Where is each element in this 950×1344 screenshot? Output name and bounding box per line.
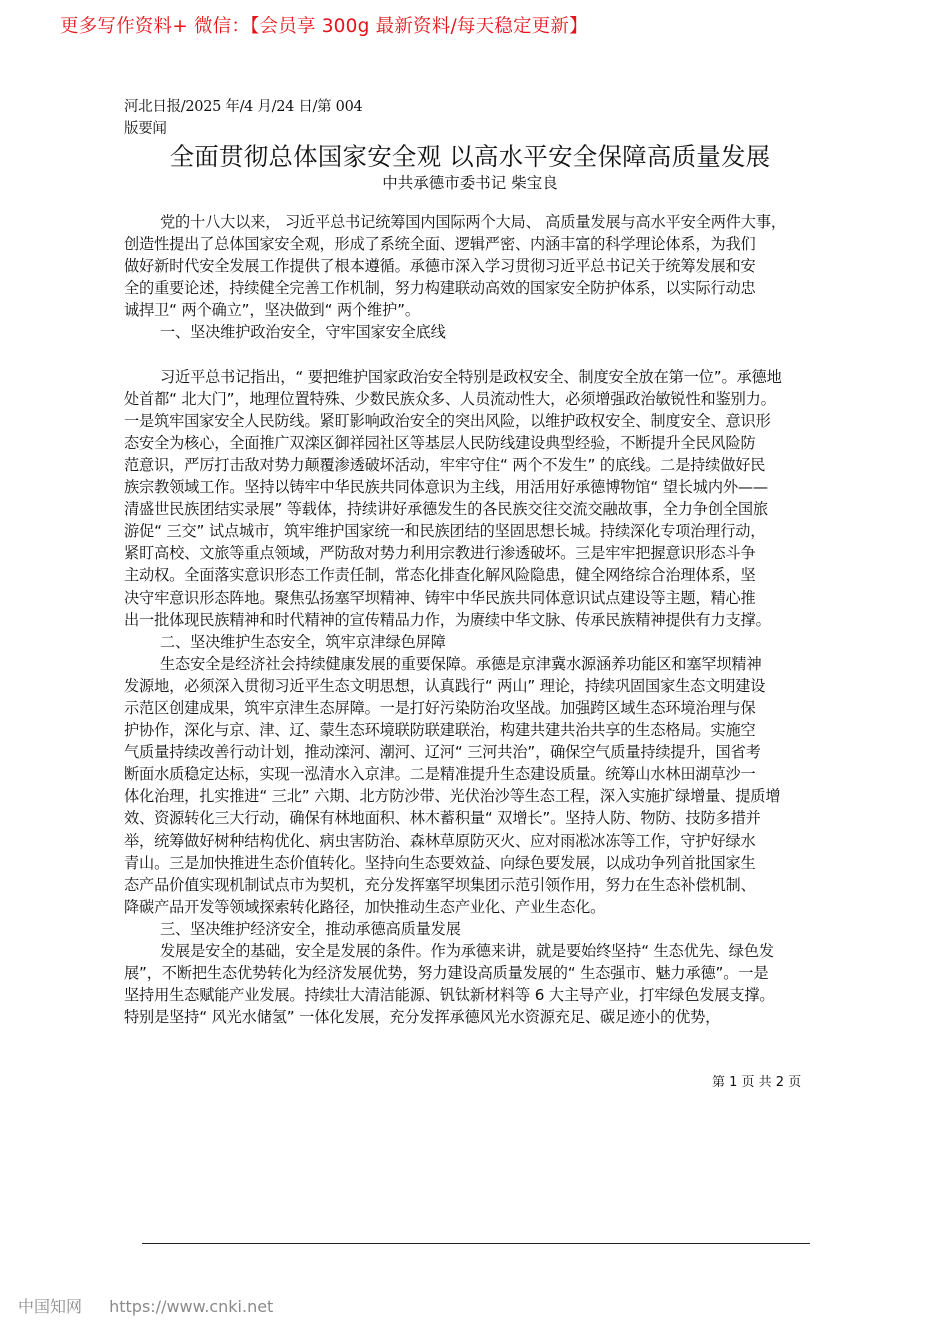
text-line: 效、资源转化三大行动，确保有林地面积、林木蓄积量“ 双增长”。坚持人防、物防、技防多措并 [124,809,761,828]
text-line: 降碳产品开发等领域探索转化路径，加快推动生态产业化、产业生态化。 [124,897,606,916]
text-line: 主动权。全面落实意识形态工作责任制，常态化排查化解风险隐患，健全网络综合治理体系，坚 [124,566,756,585]
source-section: 版要闻 [124,121,167,137]
promo-banner: 更多写作资料+ 微信：【会员享 300g 最新资料/每天稳定更新】 [60,16,588,37]
cnki-url[interactable]: https://www.cnki.net [109,1297,274,1316]
section-heading: 三、坚决维护经济安全，推动承德高质量发展 [160,919,461,938]
text-line: 体化治理，扎实推进“ 三北” 六期、北方防沙带、光伏治沙等生态工程，深入实施扩绿增量、提质增 [124,787,781,806]
article-byline: 中共承德市委书记 柴宝良 [382,174,558,192]
text-line: 出一批体现民族精神和时代精神的宣传精品力作，为赓续中华文脉、传承民族精神提供有力支撑。 [124,610,771,629]
text-line: 气质量持续改善行动计划，推动滦河、潮河、辽河“ 三河共治”，确保空气质量持续提升，国省考 [124,743,761,762]
cnki-logo: 中国知网 [18,1297,83,1316]
text-line: 游促“ 三交” 试点城市，筑牢维护国家统一和民族团结的坚固思想长城。持续深化专项治理行动， [124,522,766,541]
text-line: 创造性提出了总体国家安全观，形成了系统全面、逻辑严密、内涵丰富的科学理论体系，为我们 [124,235,756,254]
text-line: 生态安全是经济社会持续健康发展的重要保障。承德是京津冀水源涵养功能区和塞罕坝精神 [160,654,762,673]
source-line: 河北日报/2025 年/4 月/24 日/第 004 [124,99,363,115]
footer [18,1294,273,1317]
text-line: 发展是安全的基础，安全是发展的条件。作为承德来讲，就是要始终坚持“ 生态优先、绿色发 [160,942,774,960]
text-line: 举，统筹做好树种结构优化、病虫害防治、森林草原防灭火、应对雨凇冰冻等工作，守护好绿水 [124,831,756,850]
text-line: 全的重要论述，持续健全完善工作机制，努力构建联动高效的国家安全防护体系，以实际行动忠 [124,279,756,298]
text-line: 范意识，严厉打击敌对势力颠覆渗透破坏活动，牢牢守住“ 两个不发生” 的底线。二是持续做好民 [124,455,766,474]
text-line: 处首都“ 北大门”，地理位置特殊、少数民族众多、人员流动性大，必须增强政治敏锐性和鉴别力。 [124,389,776,408]
text-line: 态安全为核心，全面推广双滦区御祥园社区等基层人民防线建设典型经验，不断提升全民风险防 [124,433,756,452]
article-title: 全面贯彻总体国家安全观 以高水平安全保障高质量发展 [169,142,771,171]
text-line: 坚持用生态赋能产业发展。持续壮大清洁能源、钒钛新材料等 6 大主导产业，打牢绿色发展支撑。 [124,986,775,1005]
text-line: 特别是坚持“ 风光水储氢” 一体化发展，充分发挥承德风光水资源充足、碳足迹小的优势， [124,1008,721,1027]
article-body [124,211,844,1028]
text-line: 青山。三是加快推进生态价值转化。坚持向生态要效益、向绿色要发展，以成功争列首批国家生 [124,853,756,872]
footer-divider [142,1243,810,1244]
text-line: 护协作，深化与京、津、辽、蒙生态环境联防联建联治，构建共建共治共享的生态格局。实施空 [124,721,756,740]
text-line: 断面水质稳定达标，实现一泓清水入京津。二是精准提升生态建设质量。统筹山水林田湖草沙一 [124,765,756,784]
text-line: 展”，不断把生态优势转化为经济发展优势，努力建设高质量发展的“ 生态强市、魅力承德”。一是 [124,964,769,983]
text-line: 紧盯高校、文旅等重点领域，严防敌对势力利用宗教进行渗透破坏。三是牢牢把握意识形态斗争 [124,544,756,563]
page-indicator: 第 1 页 共 2 页 [712,1075,802,1090]
text-line: 清盛世民族团结实录展” 等载体，持续讲好承德发生的各民族交往交流交融故事，全力争创全国旅 [124,500,768,519]
section-heading: 二、坚决维护生态安全，筑牢京津绿色屏障 [160,632,446,651]
text-line: 发源地，必须深入贯彻习近平生态文明思想，认真践行“ 两山” 理论，持续巩固国家生态文明建设 [124,676,766,695]
text-line: 习近平总书记指出，“ 要把维护国家政治安全特别是政权安全、制度安全放在第一位”。承德地 [160,367,782,386]
text-line: 示范区创建成果，筑牢京津生态屏障。一是打好污染防治攻坚战。加强跨区域生态环境治理与保 [124,698,756,717]
text-line: 做好新时代安全发展工作提供了根本遵循。承德市深入学习贯彻习近平总书记关于统筹发展和安 [124,257,756,276]
paragraph-gap [124,344,844,366]
text-line: 诚捍卫“ 两个确立”，坚决做到“ 两个维护”。 [124,301,420,320]
text-line: 决守牢意识形态阵地。聚焦弘扬塞罕坝精神、铸牢中华民族共同体意识试点建设等主题，精心推 [124,588,756,607]
text-line: 族宗教领域工作。坚持以铸牢中华民族共同体意识为主线，用活用好承德博物馆“ 望长城内外—— [124,478,768,497]
text-line: 态产品价值实现机制试点市为契机，充分发挥塞罕坝集团示范引领作用，努力在生态补偿机制、 [124,875,756,894]
section-heading: 一、坚决维护政治安全，守牢国家安全底线 [160,323,446,342]
text-line: 党的十八大以来， 习近平总书记统筹国内国际两个大局、 高质量发展与高水平安全两件大事， [160,213,786,231]
text-line: 一是筑牢国家安全人民防线。紧盯影响政治安全的突出风险，以维护政权安全、制度安全、意识形 [124,411,771,430]
